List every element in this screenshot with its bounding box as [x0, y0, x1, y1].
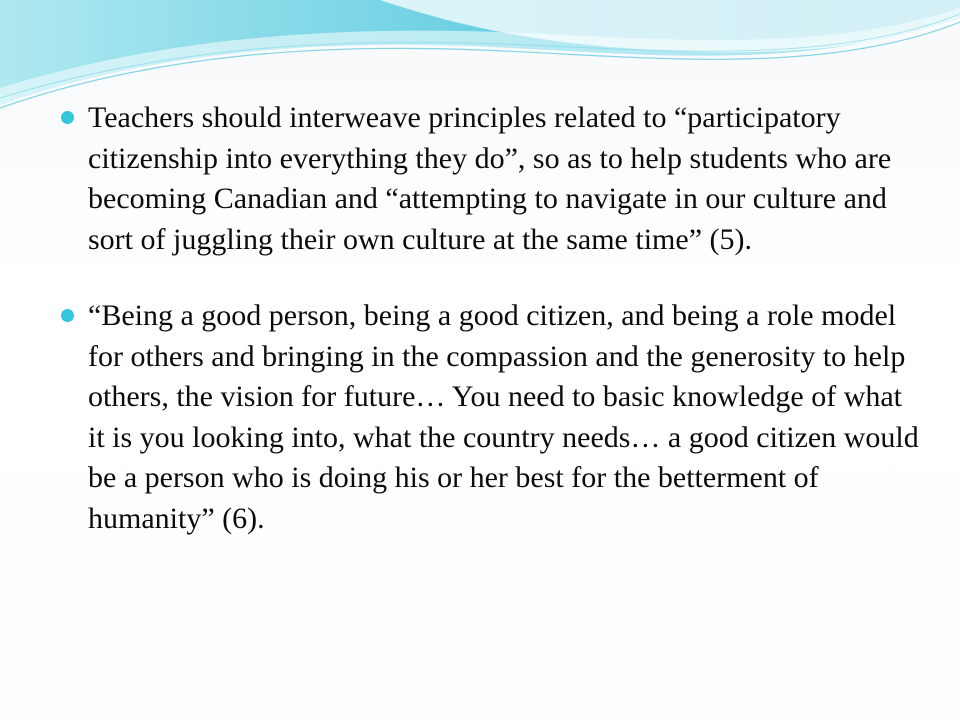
bullet-dot-icon [61, 111, 74, 124]
bullet-item [60, 296, 920, 539]
bullet-dot-icon [61, 309, 74, 322]
bullet-item [60, 98, 920, 260]
bullet-list [60, 98, 920, 539]
bullet-text: Teachers should interweave principles related to “participatory citizenship into everything they do”, so as to help students who are becoming Canadian and “attempting to navigate in our culture and sort of juggling their own culture at the same time” (5). [88, 101, 892, 256]
bullet-text: “Being a good person, being a good citizen, and being a role model for others and bringing in the compassion and the generosity to help others, the vision for future… You need to basic knowledge of what it is you looking into, what the country needs… a good citizen would be a person who is doing his or her best for the betterment of humanity” (6). [88, 299, 919, 535]
